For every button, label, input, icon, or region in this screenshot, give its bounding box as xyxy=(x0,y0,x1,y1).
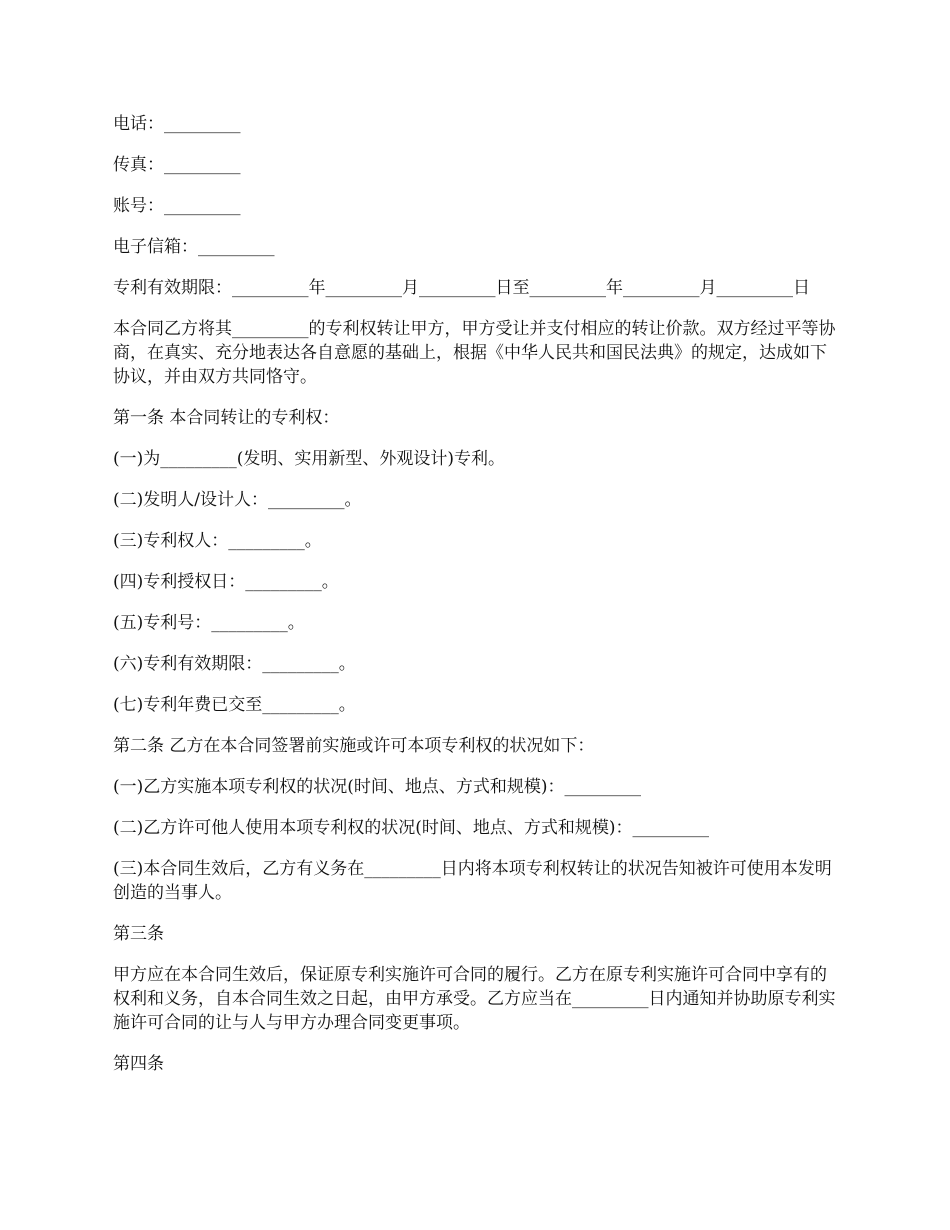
account-field: 账号：_________ xyxy=(113,196,241,216)
fax-field: 传真：_________ xyxy=(113,155,241,175)
article-2-item-2: (二)乙方许可他人使用本项专利权的状况(时间、地点、方式和规模)：_________ xyxy=(113,818,710,838)
article-3-heading: 第三条 xyxy=(113,924,164,944)
contract-preamble: 本合同乙方将其_________的专利权转让甲方，甲方受让并支付相应的转让价款。双方经过平等协商，在真实、充分地表达各自意愿的基础上，根据《中华人民共和国民法典》的规定，达成如下协议，并由双方共同恪守。 xyxy=(113,319,836,387)
article-1-item-2: (二)发明人/设计人：_________。 xyxy=(113,490,362,510)
email-field: 电子信箱：_________ xyxy=(113,237,275,257)
article-4-heading: 第四条 xyxy=(113,1054,164,1074)
article-1-heading: 第一条 本合同转让的专利权： xyxy=(113,408,340,428)
article-2-item-1: (一)乙方实施本项专利权的状况(时间、地点、方式和规模)：_________ xyxy=(113,777,642,797)
article-3-body: 甲方应在本合同生效后，保证原专利实施许可合同的履行。乙方在原专利实施许可合同中享有的权利和义务，自本合同生效之日起，由甲方承受。乙方应当在_________日内通知并协助原专利实施许可合同的让与人与甲方办理合同变更事项。 xyxy=(113,965,836,1033)
document-page xyxy=(113,112,840,1093)
article-1-item-6: (六)专利有效期限：_________。 xyxy=(113,654,356,674)
patent-validity-period: 专利有效期限：_________年_________月_________日至_________年_________月_________日 xyxy=(113,278,810,298)
article-1-item-1: (一)为_________(发明、实用新型、外观设计)专利。 xyxy=(113,449,506,469)
article-2-heading: 第二条 乙方在本合同签署前实施或许可本项专利权的状况如下： xyxy=(113,736,595,756)
article-1-item-7: (七)专利年费已交至_________。 xyxy=(113,695,356,715)
article-1-item-3: (三)专利权人：_________。 xyxy=(113,531,322,551)
article-2-item-3: (三)本合同生效后，乙方有义务在_________日内将本项专利权转让的状况告知被许可使用本发明创造的当事人。 xyxy=(113,859,832,903)
phone-field: 电话：_________ xyxy=(113,114,241,134)
article-1-item-4: (四)专利授权日：_________。 xyxy=(113,572,339,592)
article-1-item-5: (五)专利号：_________。 xyxy=(113,613,305,633)
